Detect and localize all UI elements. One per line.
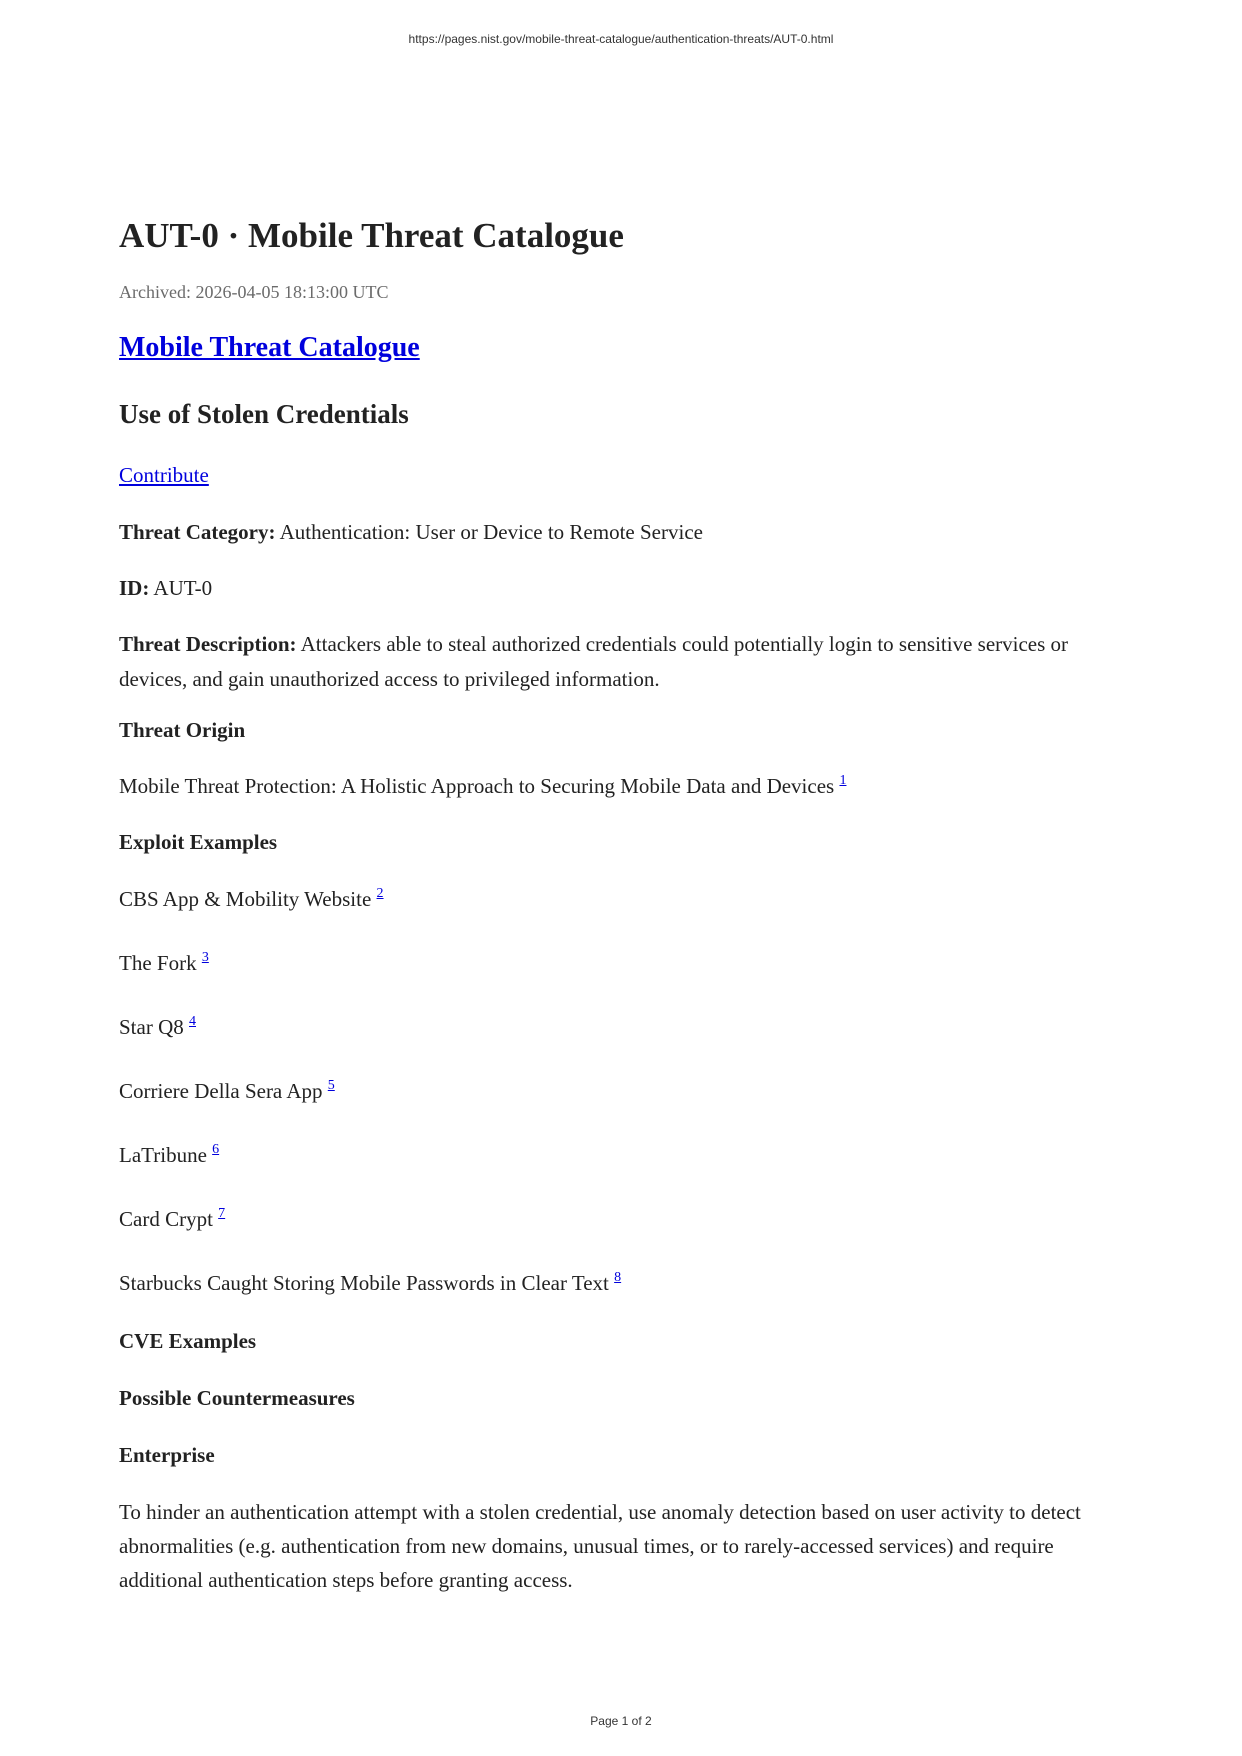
exploit-examples-list xyxy=(119,882,1129,1304)
threat-origin-item xyxy=(119,769,1129,807)
footnote-link-4[interactable]: 4 xyxy=(189,1014,196,1029)
footnote-link-1[interactable]: 1 xyxy=(839,773,847,788)
threat-description xyxy=(119,627,1129,697)
footnote-link-6[interactable]: 6 xyxy=(212,1142,220,1157)
exploit-example-text: The Fork xyxy=(119,951,197,975)
enterprise-heading: Enterprise xyxy=(119,1443,215,1467)
cve-examples-heading: CVE Examples xyxy=(119,1329,257,1353)
exploit-example-text: Star Q8 xyxy=(119,1015,184,1039)
threat-id-value: AUT-0 xyxy=(149,576,213,600)
catalogue-link[interactable]: Mobile Threat Catalogue xyxy=(119,332,420,363)
exploit-examples-heading: Exploit Examples xyxy=(119,830,278,854)
threat-category-value: Authentication: User or Device to Remote Service xyxy=(275,520,703,544)
list-item xyxy=(119,1138,1129,1176)
exploit-example-text: Starbucks Caught Storing Mobile Passwords in Clear Text xyxy=(119,1271,609,1295)
threat-title: Use of Stolen Credentials xyxy=(119,399,409,429)
enterprise-countermeasure-text: To hinder an authentication attempt with a stolen credential, use anomaly detection based on user activity to detect abnormalities (e.g. authentication from new domains, unusual times, or to rarely-accessed services) and require additional authentication steps before granting access. xyxy=(119,1500,1081,1592)
footnote-link-3[interactable]: 3 xyxy=(201,950,209,965)
archived-timestamp: Archived: 2026-04-05 18:13:00 UTC xyxy=(119,282,389,302)
threat-origin-text: Mobile Threat Protection: A Holistic Approach to Securing Mobile Data and Devices xyxy=(119,774,835,798)
exploit-example-text: Card Crypt xyxy=(119,1207,213,1231)
list-item xyxy=(119,882,1129,920)
footnote-ref xyxy=(189,1014,196,1029)
list-item xyxy=(119,946,1129,984)
footnote-link-2[interactable]: 2 xyxy=(376,886,384,901)
footnote-ref xyxy=(377,886,384,901)
footnote-link-8[interactable]: 8 xyxy=(614,1270,622,1285)
footnote-ref xyxy=(202,950,209,965)
list-item xyxy=(119,1266,1129,1304)
threat-category xyxy=(119,515,1129,550)
threat-id xyxy=(119,571,1129,606)
contribute-paragraph xyxy=(119,458,1129,493)
threat-id-label: ID: xyxy=(119,576,150,600)
list-item xyxy=(119,1202,1129,1240)
footnote-ref xyxy=(614,1270,621,1285)
page-url: https://pages.nist.gov/mobile-threat-catalogue/authentication-threats/AUT-0.html xyxy=(408,32,834,46)
countermeasures-heading: Possible Countermeasures xyxy=(119,1386,355,1410)
threat-description-value: Attackers able to steal authorized credentials could potentially login to sensitive services or devices, and gain unauthorized access to privileged information. xyxy=(119,632,1069,691)
page-number: Page 1 of 2 xyxy=(590,1714,652,1728)
list-item xyxy=(119,1074,1129,1112)
contribute-link[interactable]: Contribute xyxy=(119,463,209,487)
threat-category-label: Threat Category: xyxy=(119,520,276,544)
footnote-ref xyxy=(328,1078,335,1093)
footnote-ref xyxy=(218,1206,225,1221)
footnote-link-5[interactable]: 5 xyxy=(327,1078,335,1093)
threat-origin-heading: Threat Origin xyxy=(119,718,246,742)
list-item xyxy=(119,1010,1129,1048)
exploit-example-text: CBS App & Mobility Website xyxy=(119,887,372,911)
footnote-ref xyxy=(212,1142,219,1157)
document-body xyxy=(119,212,1129,1597)
page-title: AUT-0 · Mobile Threat Catalogue xyxy=(119,216,624,255)
exploit-example-text: LaTribune xyxy=(119,1143,207,1167)
threat-description-label: Threat Description: xyxy=(119,632,297,656)
footnote-ref xyxy=(839,773,846,788)
catalogue-heading xyxy=(119,330,1129,366)
exploit-example-text: Corriere Della Sera App xyxy=(119,1079,323,1103)
footnote-link-7[interactable]: 7 xyxy=(218,1206,226,1221)
